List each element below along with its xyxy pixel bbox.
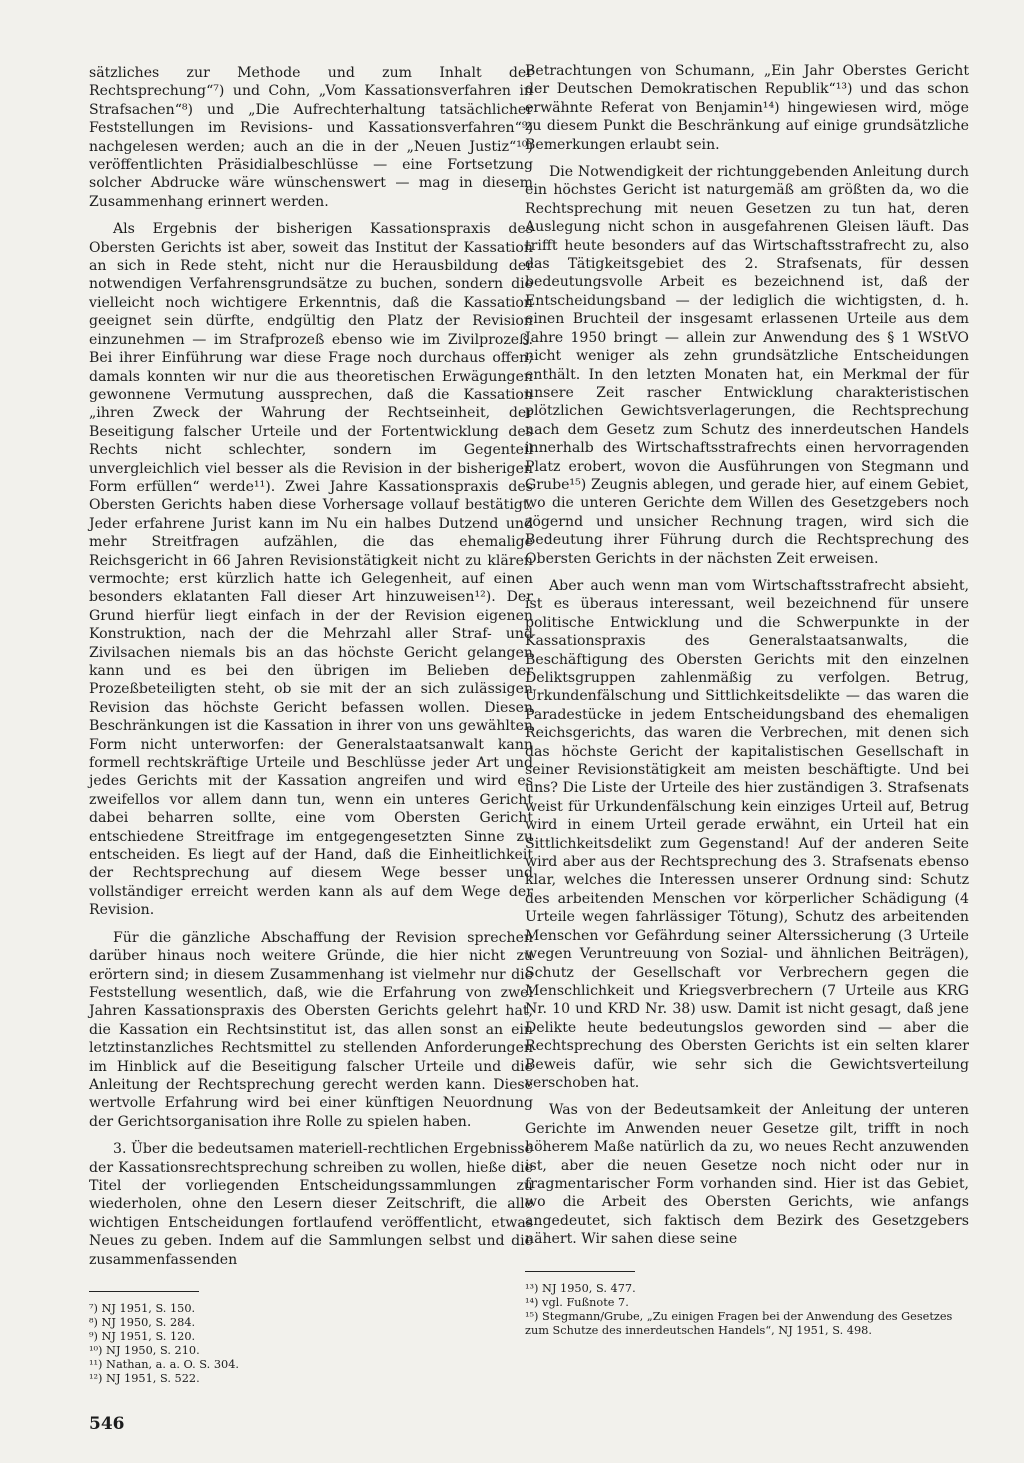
footnote: ¹⁴) vgl. Fußnote 7. (525, 1295, 629, 1309)
body-paragraph: Aber auch wenn man vom Wirtschaftsstrafrecht absieht, ist es überaus interessant, weil bezeichnend für unsere politische Entwicklung und die Schwerpunkte in der Kassationspraxis des Generalstaatsanwalts, die Beschäftigung des Obersten Gerichts mit den einzelnen Deliktsgruppen zahlenmäßig zu verfolgen. Betrug, Urkundenfälschung und Sittlichkeitsdelikte — das waren die Paradestücke in jedem Entscheidungsband des ehemaligen Reichsgerichts, das waren die Verbrechen, mit denen sich das höchste Gericht der kapitalistischen Gesellschaft in seiner Revisionstätigkeit am meisten beschäftigte. Und bei uns? Die Liste der Urteile des hier zuständigen 3. Strafsenats weist für Urkundenfälschung kein einziges Urteil auf, Betrug wird in einem Urteil gerade erwähnt, ein Urteil hat ein Sittlichkeitsdelikt zum Gegenstand! Auf der anderen Seite wird aber aus der Rechtsprechung des 3. Strafsenats ebenso klar, welches die Interessen unserer Ordnung sind: Schutz des arbeitenden Menschen vor körperlicher Schädigung (4 Urteile wegen fahrlässiger Tötung), Schutz des arbeitenden Menschen vor Gefährdung seiner Alterssicherung (3 Urteile wegen Veruntreuung von Sozial- und ähnlichen Beiträgen), Schutz der Gesellschaft vor Verbrechern gegen die Menschlichkeit und Kriegsverbrechern (7 Urteile aus KRG Nr. 10 und KRD Nr. 38) usw. Damit ist nicht gesagt, daß jene Delikte heute bedeutungslos geworden sind — aber die Rechtsprechung des Obersten Gerichts ist ein selten klarer Beweis dafür, wie sehr sich die Gewichtsverteilung verschoben hat. (525, 577, 969, 1091)
right-column (525, 62, 969, 1338)
body-paragraph: Für die gänzliche Abschaffung der Revision sprechen darüber hinaus noch weitere Gründe, die hier nicht zu erörtern sind; in diesem Zusammenhang ist vielmehr nur die Feststellung wesentlich, daß, wie die Erfahrung von zwei Jahren Kassationspraxis des Obersten Gerichts gelehrt hat, die Kassation ein Rechtsinstitut ist, das allen sonst an ein letztinstanzliches Rechtsmittel zu stellenden Anforderungen im Hinblick auf die Beseitigung falscher Urteile und die Anleitung der Rechtsprechung gerecht werden kann. Diese wertvolle Erfahrung wird bei einer künftigen Neuordnung der Gerichtsorganisation ihre Rolle zu spielen haben. (89, 929, 533, 1130)
left-column (89, 64, 533, 1386)
body-paragraph: Als Ergebnis der bisherigen Kassationspraxis des Obersten Gerichts ist aber, soweit das Institut der Kassation an sich in Rede steht, nicht nur die Herausbildung der notwendigen Verfahrensgrundsätze zu buchen, sondern die vielleicht noch wichtigere Erkenntnis, daß die Kassation geeignet sein dürfte, endgültig den Platz der Revision einzunehmen — im Strafprozeß ebenso wie im Zivilprozeß. Bei ihrer Einführung war diese Frage noch durchaus offen; damals konnten wir nur die aus theoretischen Erwägungen gewonnene Vermutung aussprechen, daß die Kassation „ihren Zweck der Wahrung der Rechtseinheit, der Beseitigung falscher Urteile und der Fortentwicklung des Rechts nicht schlechter, sondern im Gegenteil unvergleichlich viel besser als die Revision in der bisherigen Form erfüllen“ werde¹¹). Zwei Jahre Kassationspraxis des Obersten Gerichts haben diese Vorhersage vollauf bestätigt. Jeder erfahrene Jurist kann im Nu ein halbes Dutzend und mehr Streitfragen aufzählen, die das ehemalige Reichsgericht in 66 Jahren Revisionstätigkeit nicht zu klären vermochte; erst kürzlich hatte ich Gelegenheit, auf einen besonders eklatanten Fall dieser Art hinzuweisen¹²). Der Grund hierfür liegt einfach in der der Revision eigenen Konstruktion, nach der die Mehrzahl aller Straf- und Zivilsachen niemals bis an das höchste Gericht gelangen kann und es bei den übrigen im Belieben der Prozeßbeteiligten steht, ob sie mit der an sich zulässigen Revision das höchste Gericht befassen wollen. Diesen Beschränkungen ist die Kassation in ihrer von uns gewählten Form nicht unterworfen: der Generalstaatsanwalt kann formell rechtskräftige Urteile und Beschlüsse jeder Art und jedes Gerichts mit der Kassation angreifen und wird es zweifellos vor allem dann tun, wenn ein unteres Gericht dabei beharren sollte, eine vom Obersten Gericht entschiedene Streitfrage im entgegengesetzten Sinne zu entscheiden. Es liegt auf der Hand, daß die Einheitlichkeit der Rechtsprechung auf diesem Wege besser und vollständiger erreicht werden kann als auf dem Wege der Revision. (89, 221, 533, 919)
page-number: 546 (89, 1414, 125, 1434)
footnote: ¹²) NJ 1951, S. 522. (89, 1372, 200, 1385)
footnote: ¹³) NJ 1950, S. 477. (525, 1281, 636, 1295)
footnote-divider (89, 1291, 199, 1292)
body-paragraph: Die Notwendigkeit der richtunggebenden Anleitung durch ein höchstes Gericht ist naturgemäß am größten da, wo die Rechtsprechung mit neuen Gesetzen zu tun hat, deren Auslegung nicht schon in ausgefahrenen Gleisen läuft. Das trifft heute besonders auf das Wirtschaftsstrafrecht zu, also das Tätigkeitsgebiet des 2. Strafsenats, für dessen bedeutungsvolle Arbeit es bezeichnend ist, daß der Entscheidungsband — der lediglich die wichtigsten, d. h. einen Bruchteil der insgesamt erlassenen Urteile aus dem Jahre 1950 bringt — allein zur Anwendung des § 1 WStVO nicht weniger als zehn grundsätzliche Entscheidungen enthält. In den letzten Monaten hat, ein Merkmal der für unsere Zeit rascher Entwicklung charakteristischen plötzlichen Gewichtsverlagerungen, die Rechtsprechung nach dem Gesetz zum Schutz des innerdeutschen Handels innerhalb des Wirtschaftsstrafrechts einen hervorragenden Platz erobert, wovon die Ausführungen von Stegmann und Grube¹⁵) Zeugnis ablegen, und gerade hier, auf einem Gebiet, wo die unteren Gerichte dem Willen des Gesetzgebers noch zögernd und unsicher Rechnung tragen, wird sich die Bedeutung ihrer Führung durch die Rechtsprechung des Obersten Gerichts in der nächsten Zeit erweisen. (525, 164, 969, 567)
footnote: ¹⁰) NJ 1950, S. 210. (89, 1344, 200, 1357)
footnote: ⁷) NJ 1951, S. 150. (89, 1302, 196, 1315)
body-paragraph: Betrachtungen von Schumann, „Ein Jahr Oberstes Gericht der Deutschen Demokratischen Republik“¹³) und das schon erwähnte Referat von Benjamin¹⁴) hingewiesen wird, möge zu diesem Punkt die Beschränkung auf einige grundsätzliche Bemerkungen erlaubt sein. (525, 63, 969, 153)
footnote: ⁹) NJ 1951, S. 120. (89, 1330, 196, 1343)
footnote: ⁸) NJ 1950, S. 284. (89, 1316, 196, 1329)
footnotes (89, 1302, 533, 1386)
footnote-divider (525, 1271, 635, 1272)
footnote: ¹¹) Nathan, a. a. O. S. 304. (89, 1358, 239, 1371)
body-paragraph: 3. Über die bedeutsamen materiell-rechtlichen Ergebnisse der Kassationsrechtsprechung schreiben zu wollen, hieße die Titel der vorliegenden Entscheidungssammlungen zu wiederholen, ohne den Lesern dieser Zeitschrift, die alle wichtigen Entscheidungen fortlaufend veröffentlicht, etwas Neues zu geben. Indem auf die Sammlungen selbst und die zusammenfassenden (89, 1141, 533, 1268)
body-paragraph: sätzliches zur Methode und zum Inhalt der Rechtsprechung“⁷) und Cohn, „Vom Kassationsverfahren in Strafsachen“⁸) und „Die Aufrechterhaltung tatsächlicher Feststellungen im Revisions- und Kassationsverfahren“⁹) nachgelesen werden; auch an die in der „Neuen Justiz“¹⁰) veröffentlichten Präsidialbeschlüsse — eine Fortsetzung solcher Abdrucke wäre wünschenswert — mag in diesem Zusammenhang erinnert werden. (89, 65, 533, 210)
body-paragraph: Was von der Bedeutsamkeit der Anleitung der unteren Gerichte im Anwenden neuer Gesetze gilt, trifft in noch höherem Maße natürlich da zu, wo neues Recht anzuwenden ist, aber die neuen Gesetze noch nicht oder nur in fragmentarischer Form vorhanden sind. Hier ist das Gebiet, wo die Arbeit des Obersten Gerichts, wie anfangs angedeutet, sich faktisch dem Bezirk des Gesetzgebers nähert. Wir sahen diese seine (525, 1102, 969, 1248)
footnotes (525, 1282, 969, 1338)
footnote: ¹⁵) Stegmann/Grube, „Zu einigen Fragen bei der Anwendung des Gesetzes zum Schutze des innerdeutschen Handels“, NJ 1951, S. 498. (525, 1309, 953, 1337)
